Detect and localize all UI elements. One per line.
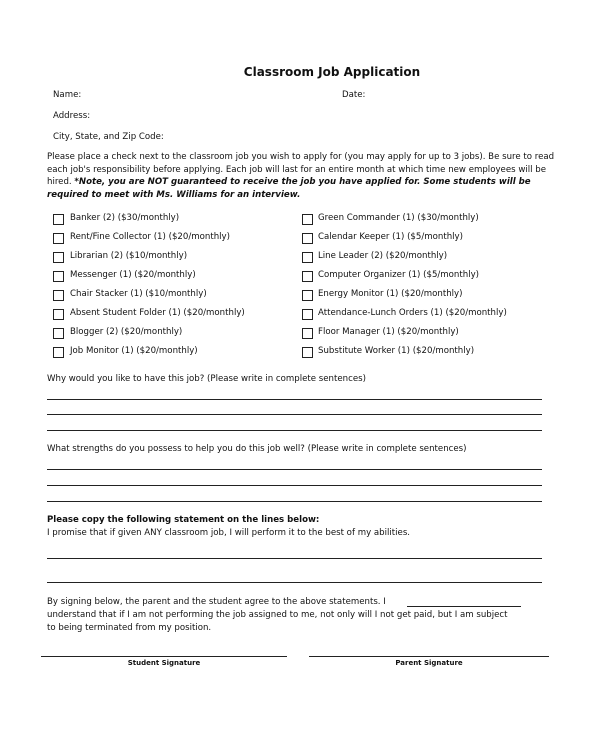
instructions-text: Please place a check next to the classroom job you wish to apply for (you may apply for up to 3 jobs). Be sure to read each job's responsibility before applying. Each job will last for an entire month at which time new employees will be hired. <box>47 152 555 188</box>
job-checkbox[interactable] <box>53 252 64 263</box>
copy-line[interactable] <box>47 582 542 583</box>
job-label: Chair Stacker (1) ($10/monthly) <box>70 289 207 299</box>
job-label: Absent Student Folder (1) ($20/monthly) <box>70 308 245 318</box>
student-signature-line[interactable] <box>41 656 287 657</box>
job-label: Rent/Fine Collector (1) ($20/monthly) <box>70 232 230 242</box>
parent-signature-label: Parent Signature <box>395 659 463 667</box>
page-title: Classroom Job Application <box>243 65 421 79</box>
job-label: Substitute Worker (1) ($20/monthly) <box>318 346 475 356</box>
job-label: Job Monitor (1) ($20/monthly) <box>70 346 198 356</box>
job-checkbox[interactable] <box>302 290 313 301</box>
answer-line[interactable] <box>47 485 542 486</box>
copy-header: Please copy the following statement on the lines below: <box>47 515 320 525</box>
job-checkbox[interactable] <box>302 252 313 263</box>
answer-line[interactable] <box>47 414 542 415</box>
job-label: Blogger (2) ($20/monthly) <box>70 327 183 337</box>
job-checkbox[interactable] <box>53 290 64 301</box>
copy-statement: I promise that if given ANY classroom job, I will perform it to the best of my abilities. <box>47 528 411 538</box>
date-label: Date: <box>342 90 366 100</box>
instructions-note: *Note, you are NOT guaranteed to receive the job you have applied for. Some students will be required to meet with Ms. Williams for an interview. <box>47 177 531 200</box>
job-label: Attendance-Lunch Orders (1) ($20/monthly) <box>318 308 507 318</box>
job-checkbox[interactable] <box>53 214 64 225</box>
job-label: Messenger (1) ($20/monthly) <box>70 270 196 280</box>
job-checkbox[interactable] <box>53 347 64 358</box>
job-label: Green Commander (1) ($30/monthly) <box>318 213 479 223</box>
agreement-line3: to being terminated from my position. <box>47 623 212 633</box>
name-label: Name: <box>53 90 82 100</box>
job-label: Floor Manager (1) ($20/monthly) <box>318 327 459 337</box>
agreement-line2: understand that if I am not performing the job assigned to me, not only will I not get paid, but I am subject <box>47 610 508 620</box>
address-label: Address: <box>53 111 91 121</box>
job-label: Line Leader (2) ($20/monthly) <box>318 251 448 261</box>
job-checkbox[interactable] <box>302 347 313 358</box>
job-checkbox[interactable] <box>53 233 64 244</box>
job-checkbox[interactable] <box>302 233 313 244</box>
job-label: Energy Monitor (1) ($20/monthly) <box>318 289 463 299</box>
job-label: Banker (2) ($30/monthly) <box>70 213 180 223</box>
question-strengths: What strengths do you possess to help you do this job well? (Please write in complete sentences) <box>47 444 467 454</box>
answer-line[interactable] <box>47 469 542 470</box>
student-signature-label: Student Signature <box>127 659 201 667</box>
job-checkbox[interactable] <box>302 271 313 282</box>
answer-line[interactable] <box>47 501 542 502</box>
answer-line[interactable] <box>47 399 542 400</box>
question-why: Why would you like to have this job? (Please write in complete sentences) <box>47 374 366 384</box>
job-checkbox[interactable] <box>53 271 64 282</box>
job-checkbox[interactable] <box>302 214 313 225</box>
instructions <box>47 151 557 201</box>
job-checkbox[interactable] <box>53 309 64 320</box>
copy-line[interactable] <box>47 558 542 559</box>
city-label: City, State, and Zip Code: <box>53 132 164 142</box>
parent-signature-line[interactable] <box>309 656 549 657</box>
job-label: Computer Organizer (1) ($5/monthly) <box>318 270 480 280</box>
job-checkbox[interactable] <box>53 328 64 339</box>
job-checkbox[interactable] <box>302 309 313 320</box>
job-label: Librarian (2) ($10/monthly) <box>70 251 188 261</box>
answer-line[interactable] <box>47 430 542 431</box>
name-blank[interactable] <box>407 606 521 607</box>
job-checkbox[interactable] <box>302 328 313 339</box>
agreement-line1: By signing below, the parent and the student agree to the above statements. I <box>47 597 386 607</box>
job-label: Calendar Keeper (1) ($5/monthly) <box>318 232 463 242</box>
